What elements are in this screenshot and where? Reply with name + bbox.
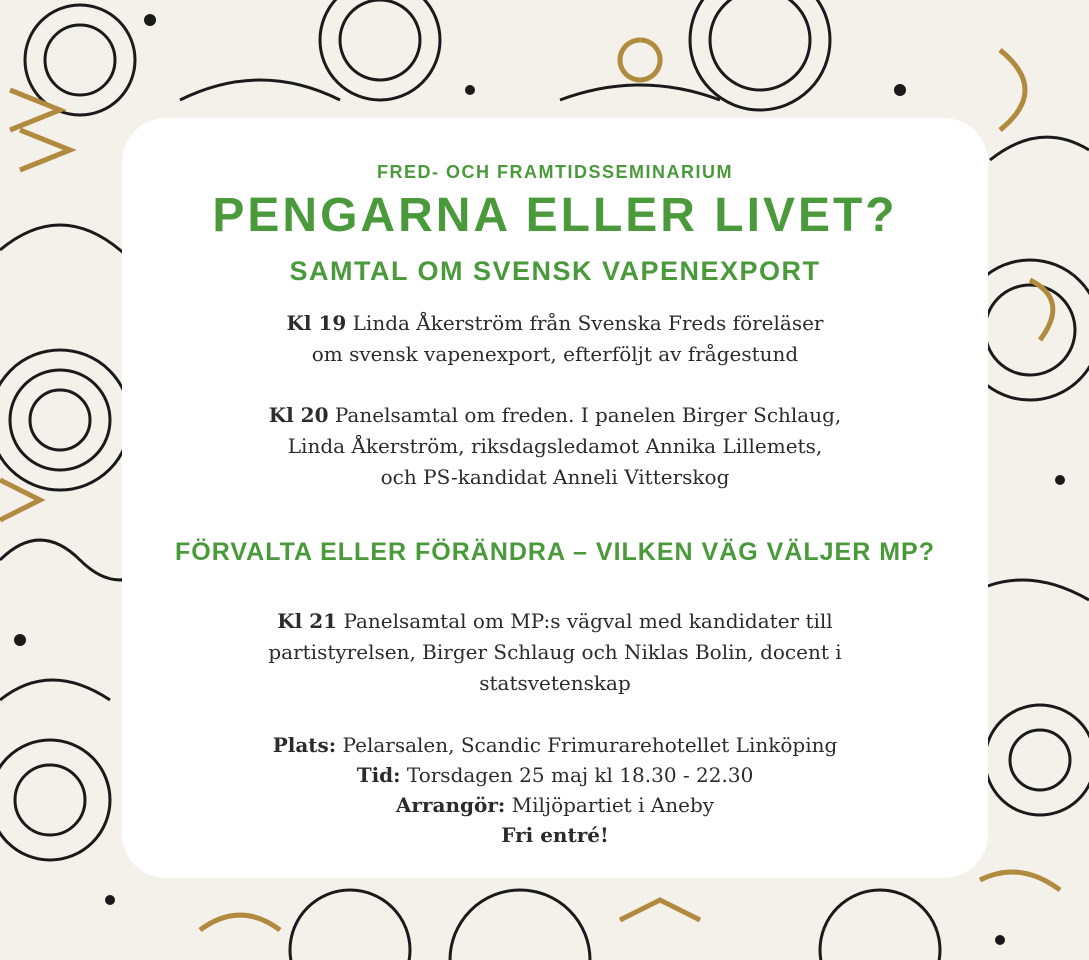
program-block-20	[162, 400, 948, 493]
time-value: Torsdagen 25 maj kl 18.30 - 22.30	[406, 763, 754, 787]
place-label: Plats:	[272, 733, 337, 757]
free-entry-text: Fri entré!	[501, 823, 609, 847]
page-title: PENGARNA ELLER LIVET?	[212, 189, 898, 242]
place-row	[162, 730, 948, 760]
block-text: och PS-kandidat Anneli Vitterskog	[380, 465, 730, 489]
organizer-label: Arrangör:	[395, 793, 506, 817]
page-subtitle: SAMTAL OM SVENSK VAPENEXPORT	[289, 256, 821, 286]
seminar-kicker: FRED- OCH FRAMTIDSSEMINARIUM	[377, 162, 733, 182]
program-block-21	[162, 606, 948, 699]
block-text: statsvetenskap	[479, 671, 631, 695]
time-label: Tid:	[356, 763, 401, 787]
block-text: Panelsamtal om MP:s vägval med kandidater till	[343, 609, 833, 633]
place-value: Pelarsalen, Scandic Frimurarehotellet Linköping	[342, 733, 838, 757]
block-text: Panelsamtal om freden. I panelen Birger Schlaug,	[334, 403, 842, 427]
section-heading: FÖRVALTA ELLER FÖRÄNDRA – VILKEN VÄG VÄLJER MP?	[175, 538, 935, 566]
block-time: Kl 21	[277, 609, 338, 633]
free-entry-row	[162, 820, 948, 850]
event-details	[162, 730, 948, 850]
block-time: Kl 19	[286, 311, 347, 335]
block-text: Linda Åkerström, riksdagsledamot Annika Lillemets,	[287, 434, 823, 458]
block-text: Linda Åkerström från Svenska Freds föreläser	[352, 311, 824, 335]
block-text: om svensk vapenexport, efterföljt av frågestund	[311, 342, 799, 366]
block-text: partistyrelsen, Birger Schlaug och Niklas Bolin, docent i	[268, 640, 842, 664]
time-row	[162, 760, 948, 790]
program-block-19	[162, 308, 948, 370]
organizer-row	[162, 790, 948, 820]
block-time: Kl 20	[268, 403, 329, 427]
organizer-value: Miljöpartiet i Aneby	[511, 793, 715, 817]
event-info-card	[122, 118, 988, 878]
